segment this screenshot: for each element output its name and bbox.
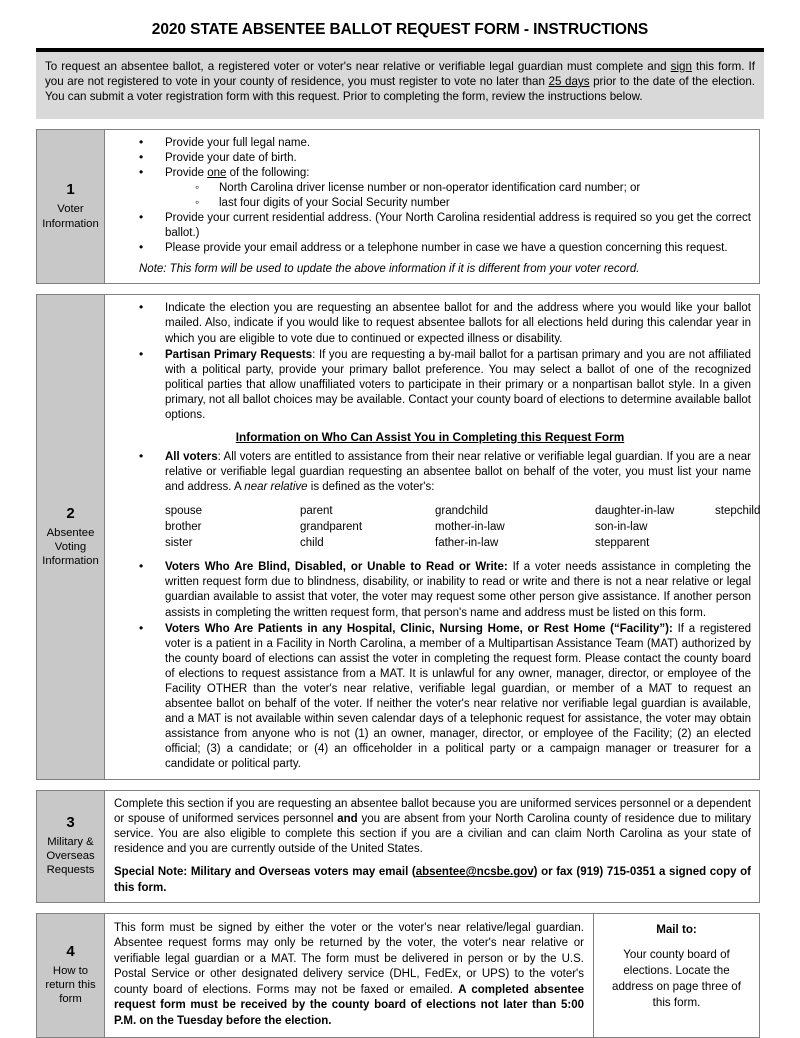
section-3-label-line1: Military &: [47, 836, 94, 849]
mail-to-text: Your county board of elections. Locate the address on page three of this form.: [612, 947, 741, 1009]
all-voters-label: All voters: [165, 451, 218, 464]
section-3-and-emphasis: and: [337, 813, 358, 826]
near-relative-emphasis: near relative: [244, 481, 308, 494]
list-item: [139, 622, 751, 773]
section-1-body: [105, 130, 759, 284]
page-title: 2020 STATE ABSENTEE BALLOT REQUEST FORM - INSTRUCTIONS: [151, 21, 649, 38]
section-4-label-line3: form: [59, 993, 82, 1006]
section-2-number: 2: [66, 505, 75, 523]
section-4-number: 4: [66, 943, 75, 961]
special-note-text-a: Special Note: Military and Overseas voters may email (: [114, 866, 416, 879]
bullet3-suffix: of the following:: [226, 166, 310, 179]
relative-item: father-in-law: [435, 537, 499, 550]
intro-paragraph-box: [36, 48, 764, 119]
section-4-body: [105, 914, 759, 1038]
relative-item: stepchild: [715, 504, 761, 517]
list-item: [139, 166, 751, 211]
list-item: [139, 560, 751, 620]
section-3-military-overseas-requests: [36, 790, 760, 902]
section-1-note: Note: This form will be used to update the above information if it is different from your voter record.: [139, 263, 640, 276]
relative-item: daughter-in-law: [595, 504, 675, 517]
section-1-number: 1: [66, 181, 75, 199]
section-2-absentee-voting-information: [36, 294, 760, 780]
list-item: • Provide your full legal name.: [139, 136, 751, 151]
section-1-voter-information: [36, 129, 760, 285]
section-2-label-cell: [37, 295, 105, 779]
list-item: • Indicate the election you are requesting an absentee ballot for and the address where you would like your ballot mailed. Also, indicate if you would like to request absentee ballots for all elections held during this calendar year in which you are eligible to vote due to continued or expected illness or disability.: [139, 301, 751, 346]
near-relative-grid: [109, 504, 761, 552]
blind-disabled-text: If a voter needs assistance in completing the written request form due to blindness, disability, or inability to read or write and there is not a near relative or legal guardian available to assist that voter, the voter may request some other person give assistance. If another person assists in completing the written request form, that person's name and address must be listed on this form.: [165, 561, 752, 619]
facility-patients-label: Voters Who Are Patients in any Hospital, Clinic, Nursing Home, or Rest Home (“Facility”):: [165, 622, 673, 635]
section-2-label-line2: Voting: [54, 541, 87, 554]
section-3-body: [105, 791, 759, 901]
section-3-special-note: [114, 865, 751, 895]
section-4-label-line1: How to: [52, 965, 89, 978]
section-3-paragraph: [114, 797, 751, 857]
relative-item: brother: [165, 520, 202, 533]
section-4-label-line2: return this: [45, 979, 96, 992]
list-item: • Provide your current residential address. (Your North Carolina residential address is required so you get the correct ballot.): [139, 211, 751, 241]
intro-days-emphasis: 25 days: [548, 75, 590, 88]
partisan-primary-text: : If you are requesting a by-mail ballot for a partisan primary and you are not affiliated with a political party, provide your primary ballot preference. You may select a ballot of one of the recognized political parties that allow unaffiliated voters to participate in their primary or a nonpartisan ballot style. In a given primary, not all ballot choices may be available. Contact your county board of elections to determine available ballot options.: [165, 348, 751, 421]
bullet3-emphasis: one: [207, 166, 227, 179]
relative-item: child: [300, 537, 324, 550]
all-voters-text1: : All voters are entitled to assistance from their near relative or verifiable legal guardian. If you are a near relative or verifiable legal guardian requesting an absentee ballot on behalf of the voter, you must list your name and address. A: [165, 451, 751, 494]
list-item: [139, 348, 751, 423]
section-2-bullet-list-assist: [109, 450, 751, 495]
intro-text-part1: To request an absentee ballot, a registered voter or voter's near relative or verifiable legal guardian must complete and: [45, 59, 671, 73]
relative-item: stepparent: [595, 537, 650, 550]
relative-item: parent: [300, 504, 333, 517]
section-3-text-a: Complete this section if you are requesting an absentee ballot because you are uniformed services personnel or a dependent or spouse of uniformed services personnel: [114, 798, 751, 826]
intro-sign-emphasis: sign: [670, 59, 692, 73]
partisan-primary-label: Partisan Primary Requests: [165, 348, 313, 361]
relative-item: [715, 536, 760, 551]
list-item: • Provide your date of birth.: [139, 151, 751, 166]
section-3-label-line3: Requests: [46, 864, 95, 877]
section-4-return-instructions: [105, 914, 593, 1038]
section-2-bullet-list-special: [109, 560, 751, 772]
section-3-text-b: you are absent from your North Carolina county of residence due to military service. You are also eligible to complete this section if you are a civilian and can claim North Carolina as your state of residence and you are currently outside of the United States.: [114, 813, 751, 856]
list-item: ◦ last four digits of your Social Security number: [195, 196, 751, 211]
section-2-bullet-list-top: [109, 301, 751, 423]
section-1-label-cell: [37, 130, 105, 284]
mail-to-panel: [593, 914, 759, 1038]
list-item: • Please provide your email address or a telephone number in case we have a question concerning this request.: [139, 241, 751, 256]
bullet3-prefix: Provide: [165, 166, 208, 179]
section-1-label-line2: Information: [42, 217, 99, 230]
section-2-label-line1: Absentee: [46, 527, 95, 540]
section-1-bullet-list: [109, 136, 751, 257]
absentee-email-link[interactable]: absentee@ncsbe.gov: [415, 866, 534, 879]
section-2-body: [105, 295, 759, 779]
intro-text-part2: this form. If you are not registered to vote in your county of residence, you must register to vote no later than: [45, 59, 755, 88]
relative-item: spouse: [165, 504, 203, 517]
blind-disabled-label: Voters Who Are Blind, Disabled, or Unable to Read or Write:: [165, 561, 508, 574]
relative-item: grandchild: [435, 504, 489, 517]
relative-item: sister: [165, 537, 193, 550]
section-4-text-bold: A completed absentee request form must be received by the county board of elections not later than 5:00 P.M. on the Tuesday before the election.: [114, 983, 584, 1027]
special-note-text-b: ) or fax (919) 715-0351 a signed copy of this form.: [114, 866, 751, 894]
facility-patients-text: If a registered voter is a patient in a Facility in North Carolina, a member of a Multipartisan Assistance Team (MAT) authorized by the county board of elections can assist the voter in completing the request form. Please contact the county board of elections to request assistance from a MAT. It is unlawful for any owner, manager, director, or employee of the Facility OTHER than the voter's near relative, verifiable legal guardian, or member of a MAT to request an absentee ballot on behalf of the voter. If neither the voter's near relative nor verifiable legal guardian is available, and a MAT is not available within seven calendar days of a telephonic request for assistance, the voter may obtain assistance from anyone who is not (1) an owner, manager, director, or employee of the Facility; (2) an elected official; (3) a candidate; or (4) an officeholder in a political party or a campaign manager or treasurer for a candidate or political party.: [165, 622, 751, 771]
section-4-text-a: This form must be signed by either the voter or the voter's near relative/legal guardian. Absentee request forms may only be returned by the voter, the voter's near relative or verifiable legal guardian or a MAT. The form must be delivered in person or by the U.S. Postal Service or other designated delivery service (DHL, FedEx, or UPS) to the voter's county board of elections. Forms may not be faxed or emailed.: [114, 921, 584, 996]
list-item: [139, 450, 751, 495]
section-2-label-line3: Information: [42, 555, 99, 568]
list-item: ◦ North Carolina driver license number or non-operator identification card number; or: [195, 181, 751, 196]
section-1-label-line1: Voter: [57, 203, 84, 216]
intro-text-part3: prior to the date of the election. You can submit a voter registration form with this request. Prior to completing the form, review the instructions below.: [45, 75, 756, 104]
all-voters-text2: is defined as the voter's:: [307, 481, 435, 494]
section-3-number: 3: [66, 814, 75, 832]
relative-item: mother-in-law: [435, 520, 505, 533]
relative-item: [715, 520, 760, 535]
relative-item: son-in-law: [595, 520, 648, 533]
section-4-how-to-return-this-form: [36, 913, 760, 1038]
section-4-label-cell: [37, 914, 105, 1038]
assistance-heading: Information on Who Can Assist You in Completing this Request Form: [235, 429, 625, 444]
section-3-label-line2: Overseas: [46, 850, 95, 863]
section-1-sub-bullet-list: [165, 181, 751, 211]
mail-to-heading: Mail to:: [656, 922, 697, 936]
relative-item: grandparent: [300, 520, 363, 533]
section-3-label-cell: [37, 791, 105, 901]
